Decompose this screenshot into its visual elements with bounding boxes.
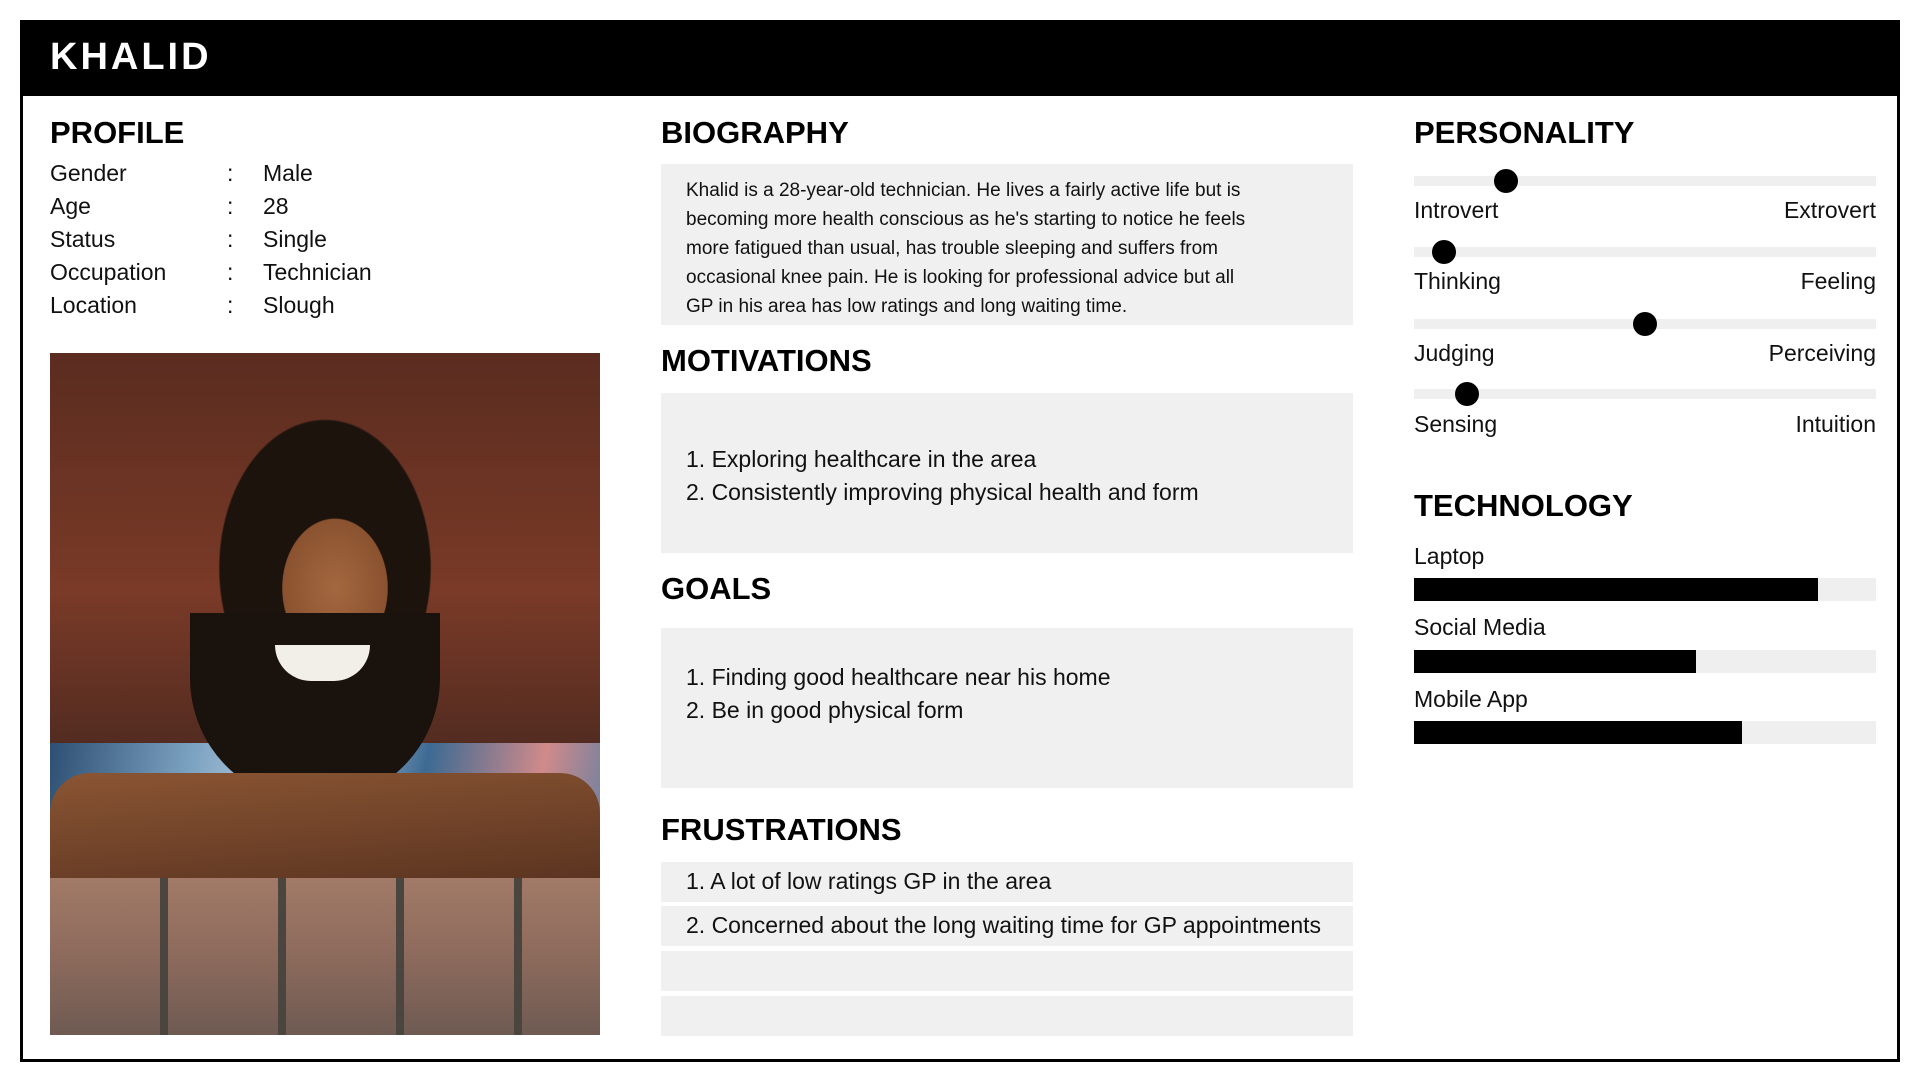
frustration-item: 2. Concerned about the long waiting time for GP appointments [686,912,1322,938]
tech-bar-fill [1414,650,1696,673]
personality-track [1414,247,1876,257]
tech-label: Laptop [1414,543,1485,569]
profile-label: Status [50,226,116,252]
persona-photo [50,353,600,1035]
profile-row-age [50,193,470,226]
photo-arms [50,773,600,883]
profile-row-gender [50,160,470,193]
trait-right-label: Perceiving [1768,340,1876,366]
biography-line: becoming more health conscious as he's starting to notice he feels [686,209,1246,230]
biography-line: occasional knee pain. He is looking for professional advice but all [686,267,1235,288]
personality-track [1414,319,1876,329]
biography-line: Khalid is a 28-year-old technician. He lives a fairly active life but is [686,180,1241,201]
personality-marker [1633,312,1657,336]
personality-marker [1455,382,1479,406]
profile-table [50,160,470,325]
motivation-item: 1. Exploring healthcare in the area [686,446,1037,472]
biography-line: GP in his area has low ratings and long waiting time. [686,296,1128,317]
profile-label: Location [50,292,137,318]
goals-heading: GOALS [661,571,772,606]
profile-label: Age [50,193,91,219]
trait-left-label: Judging [1414,340,1495,366]
goals-list [686,661,1111,727]
profile-value: Male [263,160,313,186]
frustration-item: 1. A lot of low ratings GP in the area [686,868,1052,894]
personality-track [1414,389,1876,399]
profile-row-status [50,226,470,259]
tech-label: Mobile App [1414,686,1528,712]
goal-item: 2. Be in good physical form [686,697,964,723]
profile-separator: : [227,160,234,186]
trait-left-label: Introvert [1414,197,1499,223]
personality-heading: PERSONALITY [1414,115,1635,150]
profile-separator: : [227,193,234,219]
persona-name: KHALID [50,36,212,78]
tech-bar [1414,578,1876,601]
biography-text [686,176,1326,321]
profile-separator: : [227,292,234,318]
profile-row-occupation [50,259,470,292]
biography-line: more fatigued than usual, has trouble sleeping and suffers from [686,238,1218,259]
profile-value: 28 [263,193,289,219]
trait-right-label: Extrovert [1783,197,1876,223]
technology-heading: TECHNOLOGY [1414,488,1633,523]
profile-value: Single [263,226,327,252]
motivations-list [686,443,1199,509]
profile-value: Technician [263,259,372,285]
frustration-row-box [661,996,1353,1036]
motivation-item: 2. Consistently improving physical health and form [686,479,1199,505]
persona-title-bar [20,20,1900,96]
tech-bar-fill [1414,721,1742,744]
personality-track [1414,176,1876,186]
profile-value: Slough [263,292,335,318]
tech-bar-fill [1414,578,1818,601]
profile-label: Occupation [50,259,167,285]
trait-left-label: Sensing [1414,411,1498,437]
profile-separator: : [227,226,234,252]
frustrations-heading: FRUSTRATIONS [661,812,902,847]
tech-bar [1414,721,1876,744]
profile-row-location [50,292,470,325]
trait-right-label: Intuition [1795,411,1876,437]
biography-heading: BIOGRAPHY [661,115,849,150]
motivations-heading: MOTIVATIONS [661,343,872,378]
personality-marker [1432,240,1456,264]
goal-item: 1. Finding good healthcare near his home [686,664,1111,690]
tech-label: Social Media [1414,614,1546,640]
trait-left-label: Thinking [1414,268,1501,294]
tech-bar [1414,650,1876,673]
profile-heading: PROFILE [50,115,185,150]
frustration-row-box [661,951,1353,991]
trait-right-label: Feeling [1800,268,1876,294]
profile-label: Gender [50,160,127,186]
photo-bricks [50,878,600,1035]
profile-separator: : [227,259,234,285]
